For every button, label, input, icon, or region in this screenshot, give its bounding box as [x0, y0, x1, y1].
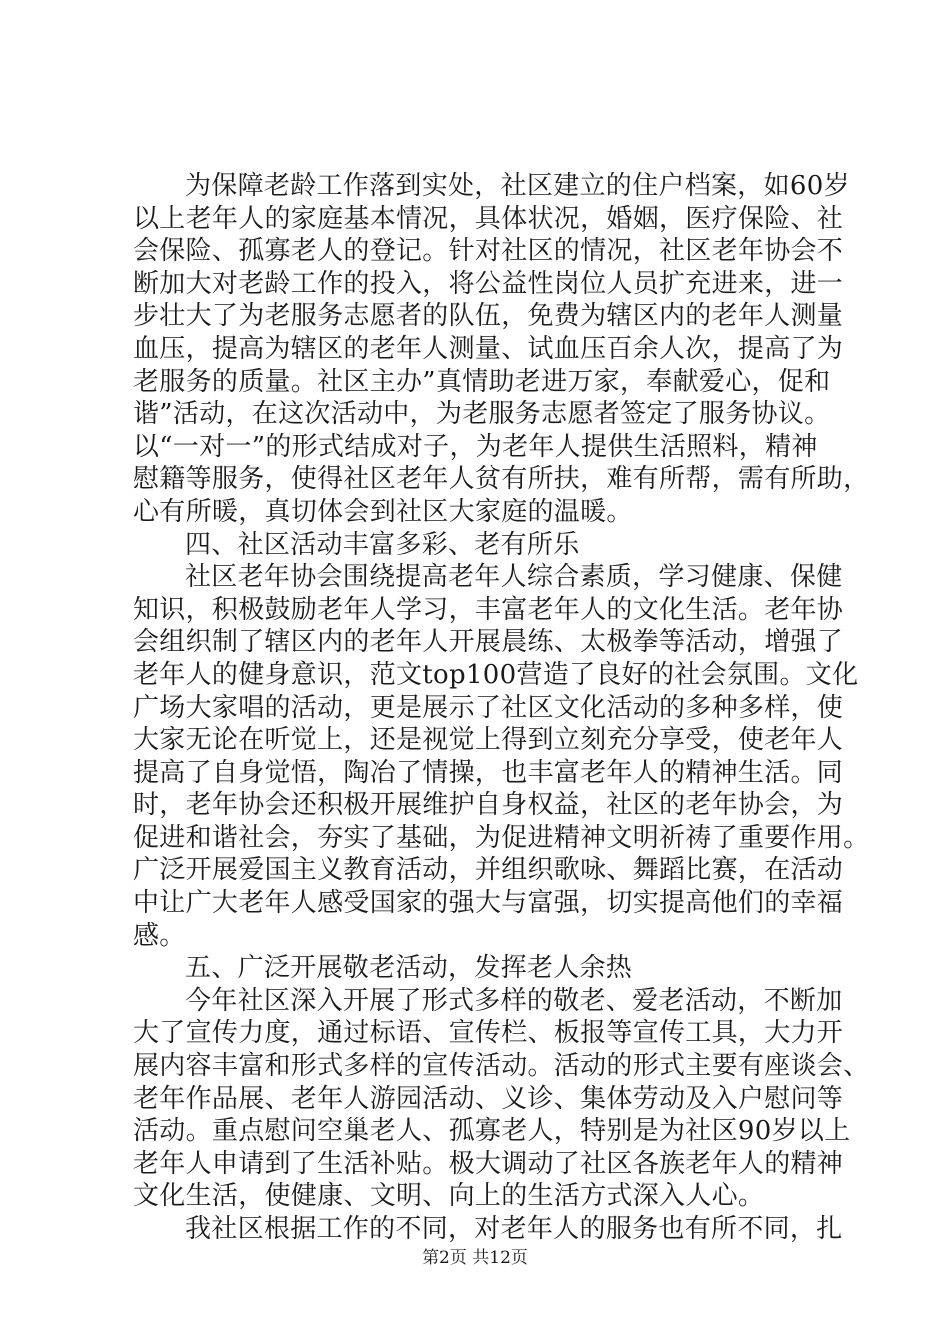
text-line: 慰籍等服务，使得社区老年人贫有所扶，难有所帮，需有所助，	[133, 464, 870, 495]
text-line: 谐”活动，在这次活动中，为老服务志愿者签定了服务协议。	[133, 399, 831, 430]
text-line: 以上老年人的家庭基本情况，具体状况，婚姻，医疗保险、社	[133, 203, 844, 234]
page-footer: 第2页 共12页	[422, 1248, 528, 1268]
text-line: 断加大对老龄工作的投入，将公益性岗位人员扩充进来，进一	[133, 268, 844, 299]
text-line: 感。	[133, 920, 186, 951]
text-line: 老年作品展、老年人游园活动、义诊、集体劳动及入户慰问等	[133, 1083, 844, 1114]
text-line: 步壮大了为老服务志愿者的队伍，免费为辖区内的老年人测量	[133, 301, 844, 332]
text-line: 大家无论在听觉上，还是视觉上得到立刻充分享受，使老年人	[133, 725, 844, 756]
text-line: 我社区根据工作的不同，对老年人的服务也有所不同，扎	[185, 1214, 843, 1244]
text-line: 社区老年协会围绕提高老年人综合素质，学习健康、保健	[185, 562, 843, 593]
text-line: 中让广大老年人感受国家的强大与富强，切实提高他们的幸福	[133, 888, 844, 919]
text-line: 文化生活，使健康、文明、向上的生活方式深入人心。	[133, 1181, 765, 1212]
text-line: 会组织制了辖区内的老年人开展晨练、太极拳等活动，增强了	[133, 627, 844, 658]
text-line: 促进和谐社会，夯实了基础，为促进精神文明祈祷了重要作用。	[133, 822, 870, 853]
text-line: 今年社区深入开展了形式多样的敬老、爱老活动，不断加	[185, 985, 843, 1016]
text-line: 五、广泛开展敬老活动，发挥老人余热	[185, 953, 633, 984]
text-line: 老年人申请到了生活补贴。极大调动了社区各族老年人的精神	[133, 1148, 844, 1179]
text-line: 广场大家唱的活动，更是展示了社区文化活动的多种多样，使	[133, 692, 844, 723]
text-line: 四、社区活动丰富多彩、老有所乐	[185, 529, 580, 560]
text-line: 大了宣传力度，通过标语、宣传栏、板报等宣传工具，大力开	[133, 1018, 844, 1049]
text-line: 血压，提高为辖区的老年人测量、试血压百余人次，提高了为	[133, 333, 844, 364]
text-line: 心有所暖，真切体会到社区大家庭的温暖。	[133, 496, 633, 527]
text-line: 为保障老龄工作落到实处，社区建立的住户档案，如60岁	[185, 171, 850, 201]
text-line: 老服务的质量。社区主办”真情助老进万家，奉献爱心，促和	[133, 366, 831, 397]
text-line: 以“一对一”的形式结成对子，为老年人提供生活照料，精神	[133, 431, 818, 462]
text-line: 知识，积极鼓励老年人学习，丰富老年人的文化生活。老年协	[133, 594, 844, 625]
text-line: 时，老年协会还积极开展维护自身权益，社区的老年协会，为	[133, 790, 844, 821]
text-line: 提高了自身觉悟，陶冶了情操，也丰富老年人的精神生活。同	[133, 757, 844, 788]
text-line: 老年人的健身意识，范文top100营造了良好的社会氛围。文化	[133, 659, 859, 690]
text-line: 广泛开展爱国主义教育活动，并组织歌咏、舞蹈比赛，在活动	[133, 855, 844, 886]
text-line: 会保险、孤寡老人的登记。针对社区的情况，社区老年协会不	[133, 236, 844, 267]
text-line: 展内容丰富和形式多样的宣传活动。活动的形式主要有座谈会、	[133, 1051, 870, 1082]
body-text	[133, 170, 870, 1246]
text-line: 活动。重点慰问空巢老人、孤寡老人，特别是为社区90岁以上	[133, 1116, 851, 1147]
